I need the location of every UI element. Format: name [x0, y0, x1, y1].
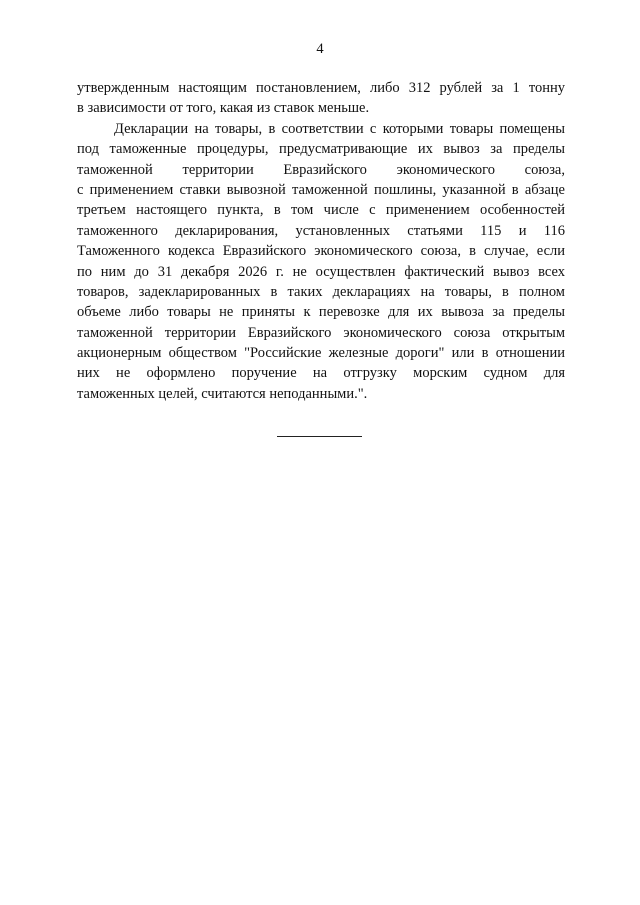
text-line: них не оформлено поручение на отгрузку морским судном для: [77, 365, 565, 382]
text-line: таможенных целей, считаются неподанными.".: [77, 385, 368, 402]
page-number: 4: [316, 41, 324, 57]
text-line: таможенного декларирования, установленных статьями 115 и 116: [77, 222, 565, 239]
text-line: под таможенные процедуры, предусматривающие их вывоз за пределы: [77, 141, 565, 158]
text-line: таможенной территории Евразийского экономического союза открытым: [77, 324, 565, 341]
document-body: [77, 78, 565, 404]
text-line: по ним до 31 декабря 2026 г. не осуществлен фактический вывоз всех: [77, 263, 565, 280]
text-line: третьем настоящего пункта, в том числе с применением особенностей: [77, 202, 565, 219]
paragraph-1: [77, 78, 565, 119]
text-line: с применением ставки вывозной таможенной пошлины, указанной в абзаце: [77, 181, 565, 198]
text-line: в зависимости от того, какая из ставок меньше.: [77, 100, 370, 117]
text-line: товаров, задекларированных в таких декларациях на товары, в полном: [77, 283, 565, 300]
paragraph-2: [77, 119, 565, 404]
text-line: таможенной территории Евразийского экономического союза,: [77, 161, 565, 178]
text-line: Декларации на товары, в соответствии с которыми товары помещены: [114, 120, 565, 137]
text-line: акционерным обществом "Российские железные дороги" или в отношении: [77, 345, 565, 362]
text-line: объеме либо товары не приняты к перевозке для их вывоза за пределы: [77, 304, 565, 321]
text-line: утвержденным настоящим постановлением, либо 312 рублей за 1 тонну: [77, 80, 565, 96]
text-line: Таможенного кодекса Евразийского экономического союза, в случае, если: [77, 243, 565, 260]
end-separator-line: [277, 436, 362, 437]
